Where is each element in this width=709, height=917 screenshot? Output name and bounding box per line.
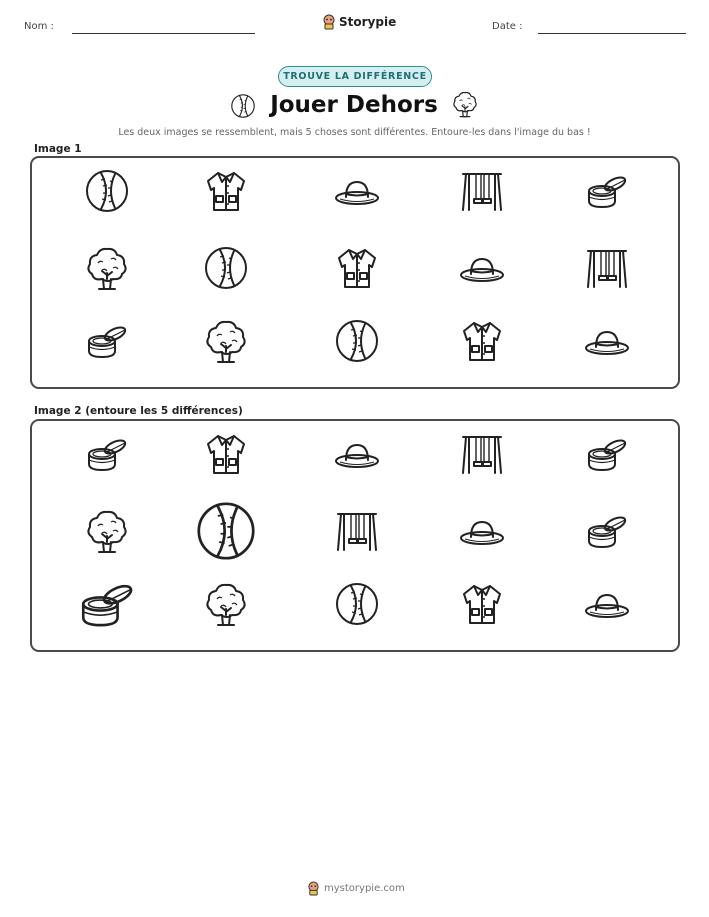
image2-item-jar[interactable] — [582, 506, 632, 556]
storypie-mascot-icon — [307, 881, 320, 896]
swing-icon — [457, 429, 507, 479]
image1-item-hat — [457, 243, 507, 293]
baseball-icon — [229, 92, 257, 120]
hat-icon — [457, 506, 507, 556]
footer-url: mystorypie.com — [324, 883, 405, 894]
image1-item-hat — [582, 316, 632, 366]
image2-item-hat[interactable] — [457, 506, 507, 556]
image2-item-jacket[interactable] — [457, 579, 507, 629]
image2-item-jacket[interactable] — [201, 429, 251, 479]
image2-item-baseball[interactable] — [332, 579, 382, 629]
tree-icon — [450, 89, 480, 119]
image2-item-jar[interactable] — [82, 429, 132, 479]
image1-item-swing — [582, 243, 632, 293]
image1-item-jar — [582, 166, 632, 216]
image2-item-baseball[interactable] — [192, 497, 260, 565]
image2-item-tree[interactable] — [82, 506, 132, 556]
baseball-icon — [201, 243, 251, 293]
baseball-icon — [332, 316, 382, 366]
hat-icon — [582, 316, 632, 366]
image2-item-jar[interactable] — [74, 571, 140, 637]
brand-logo — [322, 14, 396, 30]
date-label: Date : — [492, 21, 523, 32]
jar-icon — [582, 506, 632, 556]
jacket-icon — [332, 243, 382, 293]
swing-icon — [582, 243, 632, 293]
image2-panel[interactable] — [30, 419, 680, 652]
image2-item-tree[interactable] — [201, 579, 251, 629]
image1-item-tree — [82, 243, 132, 293]
jacket-icon — [457, 316, 507, 366]
tree-icon — [201, 579, 251, 629]
image1-item-baseball — [201, 243, 251, 293]
image1-item-jar — [82, 316, 132, 366]
image2-item-hat[interactable] — [332, 429, 382, 479]
tree-icon — [82, 243, 132, 293]
activity-badge: TROUVE LA DIFFÉRENCE — [278, 66, 432, 87]
footer — [307, 881, 405, 896]
instructions: Les deux images se ressemblent, mais 5 choses sont différentes. Entoure-les dans l'image du bas ! — [118, 127, 591, 138]
image1-item-hat — [332, 166, 382, 216]
hat-icon — [332, 429, 382, 479]
hat-icon — [582, 579, 632, 629]
image1-item-swing — [457, 166, 507, 216]
brand-name: Storypie — [339, 15, 397, 29]
date-field[interactable] — [538, 33, 686, 34]
swing-icon — [332, 506, 382, 556]
image1-item-jacket — [332, 243, 382, 293]
jacket-icon — [201, 166, 251, 216]
tree-icon — [82, 506, 132, 556]
storypie-mascot-icon — [322, 14, 336, 30]
image2-item-swing[interactable] — [457, 429, 507, 479]
jacket-icon — [457, 579, 507, 629]
baseball-icon — [82, 166, 132, 216]
name-field[interactable] — [72, 33, 255, 34]
baseball-icon — [229, 92, 257, 120]
baseball-icon — [332, 579, 382, 629]
image1-item-tree — [201, 316, 251, 366]
jar-icon — [582, 429, 632, 479]
jacket-icon — [201, 429, 251, 479]
swing-icon — [457, 166, 507, 216]
image1-item-jacket — [201, 166, 251, 216]
tree-icon — [450, 89, 480, 119]
jar-icon — [74, 571, 140, 637]
jar-icon — [82, 316, 132, 366]
image1-panel — [30, 156, 680, 389]
jar-icon — [582, 166, 632, 216]
tree-icon — [201, 316, 251, 366]
page-title: Jouer Dehors — [270, 92, 438, 118]
image1-item-baseball — [82, 166, 132, 216]
image1-label: Image 1 — [34, 143, 82, 155]
image1-item-jacket — [457, 316, 507, 366]
hat-icon — [332, 166, 382, 216]
image2-item-swing[interactable] — [332, 506, 382, 556]
image2-item-hat[interactable] — [582, 579, 632, 629]
baseball-icon — [192, 497, 260, 565]
image1-item-baseball — [332, 316, 382, 366]
hat-icon — [457, 243, 507, 293]
image2-item-jar[interactable] — [582, 429, 632, 479]
image2-label: Image 2 (entoure les 5 différences) — [34, 405, 243, 417]
jar-icon — [82, 429, 132, 479]
name-label: Nom : — [24, 21, 54, 32]
